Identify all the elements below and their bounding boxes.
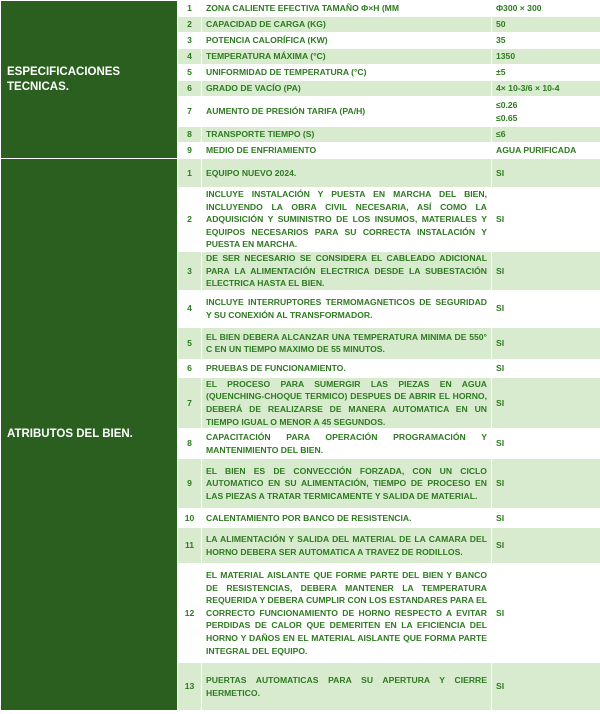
row-number: 6 — [178, 81, 202, 97]
spec-value: Φ300 × 300 — [492, 1, 600, 17]
spec-value: 4× 10-3/6 × 10-4 — [492, 81, 600, 97]
attribute-description: PRUEBAS DE FUNCIONAMIENTO. — [202, 359, 492, 377]
spec-row — [1, 1, 600, 17]
row-number: 2 — [178, 17, 202, 33]
row-number: 9 — [178, 143, 202, 159]
row-number: 3 — [178, 251, 202, 290]
attribute-value: SI — [492, 528, 600, 564]
spec-description: POTENCIA CALORÍFICA (KW) — [202, 33, 492, 49]
spec-description: AUMENTO DE PRESIÓN TARIFA (PA/H) — [202, 97, 492, 127]
spec-value-line: ≤0.65 — [496, 112, 518, 123]
spec-description: GRADO DE VACÍO (PA) — [202, 81, 492, 97]
spec-value: ≤6 — [492, 127, 600, 143]
attribute-description: CALENTAMIENTO POR BANCO DE RESISTENCIA. — [202, 509, 492, 528]
row-number: 10 — [178, 509, 202, 528]
attribute-description: CAPACITACIÓN PARA OPERACIÓN PROGRAMACIÓN Y MANTENIMIENTO DEL BIEN. — [202, 429, 492, 459]
attribute-value: SI — [492, 429, 600, 459]
attribute-description: INCLUYE INSTALACIÓN Y PUESTA EN MARCHA DEL BIEN, INCLUYENDO LA OBRA CIVIL NECESARIA, ASÍ COMO LA ADQUISICIÓN Y SUMINISTRO DE LOS INSUMOS, MATERIALES Y EQUIPOS NECESARIOS PARA SU CORRECTA INSTALACIÓN Y PUESTA EN MARCHA. — [202, 188, 492, 252]
row-number: 3 — [178, 33, 202, 49]
spec-value: 50 — [492, 17, 600, 33]
attribute-value: SI — [492, 251, 600, 290]
row-number: 4 — [178, 290, 202, 327]
spec-value-line: ≤0.26 — [496, 99, 518, 110]
spec-value: AGUA PURIFICADA — [492, 143, 600, 159]
attribute-row — [1, 159, 600, 188]
row-number: 1 — [178, 1, 202, 17]
attribute-description: EL PROCESO PARA SUMERGIR LAS PIEZAS EN AGUA (QUENCHING-CHOQUE TERMICO) DESPUES DE ABRIR EL HORNO, DEBERÁ DE REALIZARSE DE MANERA AUTOMATICA EN UN TIEMPO IGUAL O MENOR A 45 SEGUNDOS. — [202, 377, 492, 428]
row-number: 11 — [178, 528, 202, 564]
attribute-value: SI — [492, 663, 600, 711]
spec-value: 35 — [492, 33, 600, 49]
attribute-description: EL BIEN ES DE CONVECCIÓN FORZADA, CON UN CICLO AUTOMATICO EN SU ALIMENTACIÓN, TIEMPO DE PROCESO EN LAS PIEZAS A TRATAR TERMICAMENTE Y SALIDA DE MATERIAL. — [202, 459, 492, 509]
row-number: 13 — [178, 663, 202, 711]
row-number: 7 — [178, 97, 202, 127]
attribute-description: INCLUYE INTERRUPTORES TERMOMAGNETICOS DE SEGURIDAD Y SU CONEXIÓN AL TRANSFORMADOR. — [202, 290, 492, 327]
attribute-value: SI — [492, 327, 600, 359]
spec-value: ±5 — [492, 65, 600, 81]
row-number: 5 — [178, 327, 202, 359]
attribute-description: EL MATERIAL AISLANTE QUE FORME PARTE DEL BIEN Y BANCO DE RESISTENCIAS, DEBERA MANTENER LA TEMPERATURA REQUERIDA Y DEBERA CUMPLIR CON LOS ESTANDARES PARA EL CORRECTO FUNCIONAMIENTO DE HORNO RESPECTO A EVITAR PERDIDAS DE CALOR QUE DEMERITEN EN LA EFICIENCIA DEL HORNO Y DAÑOS EN EL MATERIAL AISLANTE QUE FORMA PARTE INTEGRAL DEL EQUIPO. — [202, 564, 492, 663]
attribute-value: SI — [492, 377, 600, 428]
row-number: 12 — [178, 564, 202, 663]
attribute-value: SI — [492, 159, 600, 188]
spec-description: MEDIO DE ENFRIAMIENTO — [202, 143, 492, 159]
row-number: 8 — [178, 429, 202, 459]
attribute-value: SI — [492, 564, 600, 663]
attribute-value: SI — [492, 359, 600, 377]
attribute-description: EL BIEN DEBERA ALCANZAR UNA TEMPERATURA MINIMA DE 550° C EN UN TIEMPO MAXIMO DE 55 MINUTOS. — [202, 327, 492, 359]
attribute-value: SI — [492, 188, 600, 252]
section-attrs-label: ATRIBUTOS DEL BIEN. — [1, 159, 178, 711]
spec-description: ZONA CALIENTE EFECTIVA TAMAÑO Φ×H (MM — [202, 1, 492, 17]
row-number: 8 — [178, 127, 202, 143]
attribute-description: PUERTAS AUTOMATICAS PARA SU APERTURA Y CIERRE HERMETICO. — [202, 663, 492, 711]
spec-description: TRANSPORTE TIEMPO (S) — [202, 127, 492, 143]
spec-value — [492, 97, 600, 127]
row-number: 6 — [178, 359, 202, 377]
spec-description: TEMPERATURA MÁXIMA (°C) — [202, 49, 492, 65]
spec-description: CAPACIDAD DE CARGA (KG) — [202, 17, 492, 33]
attribute-description: DE SER NECESARIO SE CONSIDERA EL CABLEADO ADICIONAL PARA LA ALIMENTACIÓN ELECTRICA DESDE LA SUBESTACIÓN ELECTRICA HASTA EL BIEN. — [202, 251, 492, 290]
row-number: 9 — [178, 459, 202, 509]
row-number: 7 — [178, 377, 202, 428]
attribute-description: LA ALIMENTACIÓN Y SALIDA DEL MATERIAL DE LA CAMARA DEL HORNO DEBERA SER AUTOMATICA A TRAVEZ DE RODILLOS. — [202, 528, 492, 564]
row-number: 5 — [178, 65, 202, 81]
section-specs-label: ESPECIFICACIONES TECNICAS. — [1, 1, 178, 159]
row-number: 4 — [178, 49, 202, 65]
attribute-value: SI — [492, 459, 600, 509]
spec-value: 1350 — [492, 49, 600, 65]
attribute-value: SI — [492, 509, 600, 528]
attribute-value: SI — [492, 290, 600, 327]
attribute-description: EQUIPO NUEVO 2024. — [202, 159, 492, 188]
spec-description: UNIFORMIDAD DE TEMPERATURA (°C) — [202, 65, 492, 81]
row-number: 2 — [178, 188, 202, 252]
row-number: 1 — [178, 159, 202, 188]
